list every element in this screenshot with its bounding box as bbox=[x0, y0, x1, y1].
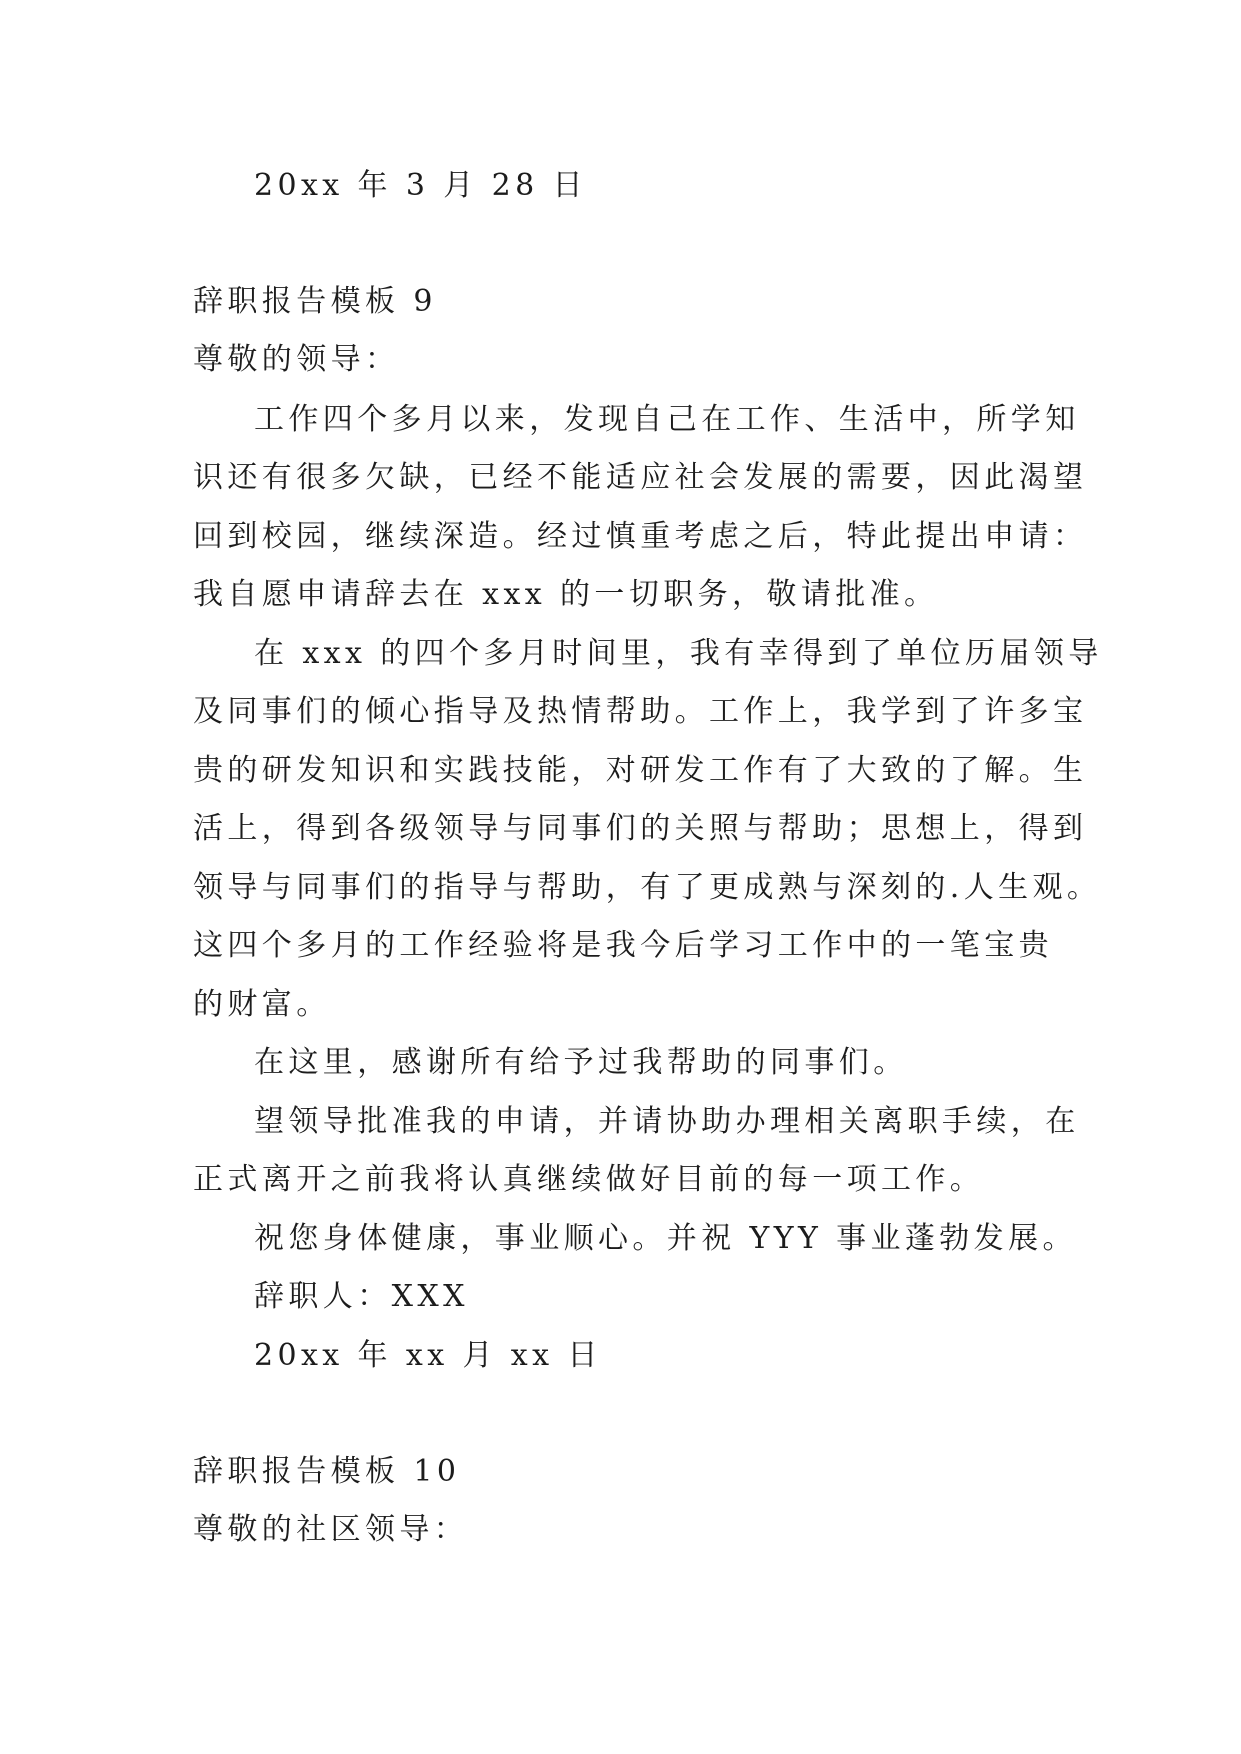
previous-letter-date: 20xx 年 3 月 28 日 bbox=[254, 168, 587, 203]
salutation-9: 尊敬的领导： bbox=[193, 342, 400, 377]
letter-title-10: 辞职报告模板 10 bbox=[193, 1454, 461, 1489]
paragraph-2-line-5: 领导与同事们的指导与帮助，有了更成熟与深刻的.人生观。 bbox=[193, 870, 1102, 905]
paragraph-2-line-7: 的财富。 bbox=[193, 987, 331, 1022]
paragraph-1-line-2: 识还有很多欠缺，已经不能适应社会发展的需要，因此渴望 bbox=[193, 460, 1088, 495]
paragraph-1-line-3: 回到校园，继续深造。经过慎重考虑之后，特此提出申请： bbox=[193, 519, 1088, 554]
paragraph-4-line-2: 正式离开之前我将认真继续做好目前的每一项工作。 bbox=[193, 1162, 985, 1197]
paragraph-2-line-1: 在 xxx 的四个多月时间里，我有幸得到了单位历届领导 bbox=[254, 636, 1103, 671]
paragraph-1-line-1: 工作四个多月以来，发现自己在工作、生活中，所学知 bbox=[254, 402, 1080, 437]
paragraph-2-line-4: 活上，得到各级领导与同事们的关照与帮助；思想上，得到 bbox=[193, 811, 1088, 846]
salutation-10: 尊敬的社区领导： bbox=[193, 1512, 469, 1547]
paragraph-2-line-6: 这四个多月的工作经验将是我今后学习工作中的一笔宝贵 bbox=[193, 928, 1053, 963]
letter-date-9: 20xx 年 xx 月 xx 日 bbox=[254, 1338, 602, 1373]
signer: 辞职人：XXX bbox=[254, 1279, 469, 1314]
paragraph-1-line-4: 我自愿申请辞去在 xxx 的一切职务，敬请批准。 bbox=[193, 577, 939, 612]
paragraph-3: 在这里，感谢所有给予过我帮助的同事们。 bbox=[254, 1045, 908, 1080]
paragraph-2-line-2: 及同事们的倾心指导及热情帮助。工作上，我学到了许多宝 bbox=[193, 694, 1088, 729]
closing-wishes: 祝您身体健康，事业顺心。并祝 YYY 事业蓬勃发展。 bbox=[254, 1221, 1077, 1256]
letter-title-9: 辞职报告模板 9 bbox=[193, 284, 437, 319]
paragraph-2-line-3: 贵的研发知识和实践技能，对研发工作有了大致的了解。生 bbox=[193, 753, 1088, 788]
paragraph-4-line-1: 望领导批准我的申请，并请协助办理相关离职手续，在 bbox=[254, 1104, 1080, 1139]
